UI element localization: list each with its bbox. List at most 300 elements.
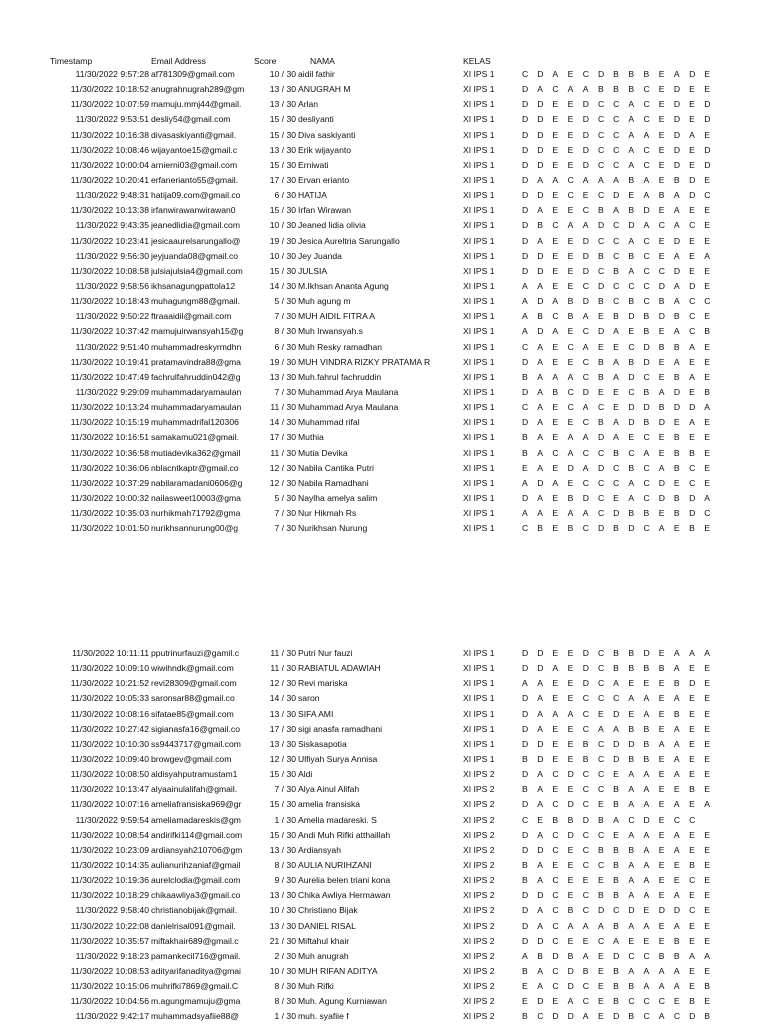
answer-letter: A	[522, 326, 528, 337]
answer-letter: C	[597, 477, 605, 488]
answer-letter: A	[643, 965, 650, 976]
answer-letter: E	[658, 829, 665, 840]
answer-letter: A	[689, 129, 695, 140]
answer-letter: C	[628, 814, 635, 825]
answer-letter: B	[704, 981, 710, 992]
answer-letter: C	[628, 996, 635, 1007]
answer-letter: A	[643, 174, 650, 185]
answer-letter: A	[643, 190, 650, 201]
answer-letter: A	[673, 326, 680, 337]
answer-letter: B	[689, 859, 695, 870]
timestamp-cell: 11/30/2022 10:23:41	[70, 235, 149, 246]
answer-letter: B	[643, 663, 650, 674]
answer-letter: B	[643, 326, 650, 337]
answer-letter: A	[704, 950, 710, 961]
answer-letter: B	[613, 523, 619, 534]
answer-letter: B	[597, 205, 604, 216]
answer-letter: C	[613, 99, 620, 110]
table-row	[0, 903, 768, 918]
answer-letter: A	[537, 799, 543, 810]
answer-letter: E	[613, 386, 619, 397]
timestamp-cell: 11/30/2022 9:56:30	[75, 250, 149, 261]
answer-letter: E	[658, 814, 665, 825]
answer-letter: C	[552, 920, 559, 931]
answer-letter: A	[613, 356, 619, 367]
answer-letter: A	[673, 648, 680, 658]
answer-letter: E	[673, 996, 680, 1007]
answer-letter: D	[597, 69, 605, 79]
answer-letter: D	[673, 265, 681, 276]
answer-letter: A	[643, 220, 650, 231]
email-cell: samakamu021@gmail.	[151, 432, 240, 443]
answer-letter: E	[673, 523, 680, 534]
answers-cell	[522, 813, 722, 828]
answer-letter: D	[628, 905, 635, 916]
answer-letter: E	[689, 799, 695, 810]
answer-letter: A	[658, 965, 665, 976]
answer-letter: C	[704, 190, 711, 201]
name-cell: Naylha amelya salim	[298, 492, 378, 503]
answer-letter: D	[673, 99, 681, 110]
answer-letter: B	[643, 753, 650, 764]
answers-cell	[522, 97, 722, 112]
answer-letter: E	[704, 663, 710, 674]
answer-letter: D	[658, 477, 665, 488]
email-cell: nailasweet10003@gma	[151, 492, 241, 503]
answer-letter: D	[613, 753, 620, 764]
answer-letter: C	[643, 84, 650, 95]
answer-letter: E	[658, 844, 665, 855]
answer-letter: A	[673, 723, 680, 734]
answer-letter: E	[552, 432, 559, 443]
timestamp-cell: 11/30/2022 10:47:49	[70, 371, 149, 382]
answer-letter: B	[658, 402, 665, 413]
answer-letter: C	[689, 814, 696, 825]
answer-letter: B	[613, 920, 619, 931]
answer-letter: A	[582, 920, 589, 931]
answer-letter: E	[704, 174, 710, 185]
answer-letter: E	[658, 784, 665, 795]
email-cell: jeanedlidia@gmail.com	[151, 220, 240, 231]
answer-letter: E	[643, 905, 650, 916]
table-row	[0, 430, 768, 445]
class-cell: XI IPS 1	[463, 678, 495, 689]
name-cell: Andi Muh Rifki atthaillah	[298, 829, 391, 840]
answer-letter: A	[567, 432, 574, 443]
answer-letter: A	[643, 890, 650, 901]
table-block-1	[0, 67, 768, 536]
answer-letter: C	[582, 890, 589, 901]
answer-letter: C	[643, 523, 650, 534]
answer-letter: A	[689, 950, 695, 961]
name-cell: muh. syafiie f	[298, 1011, 349, 1022]
answer-letter: B	[537, 950, 543, 961]
answer-letter: C	[552, 447, 559, 458]
score-cell: 10 / 30	[269, 965, 296, 976]
answer-letter: C	[522, 814, 529, 825]
answer-letter: D	[567, 462, 574, 473]
answer-letter: A	[552, 296, 559, 307]
table-row	[0, 661, 768, 676]
answer-letter: E	[628, 708, 635, 719]
answer-letter: B	[628, 356, 635, 367]
answer-letter: C	[689, 296, 696, 307]
answer-letter: B	[643, 417, 650, 428]
answer-letter: A	[628, 829, 635, 840]
answer-letter: A	[673, 829, 680, 840]
score-cell: 13 / 30	[269, 890, 296, 901]
answer-letter: B	[597, 250, 604, 261]
answer-letter: C	[613, 693, 620, 704]
answer-letter: A	[643, 693, 650, 704]
answer-letter: A	[628, 492, 635, 503]
answer-letter: B	[613, 844, 619, 855]
answer-letter: D	[689, 280, 696, 291]
name-cell: Aurelia belen triani kona	[298, 875, 391, 886]
answer-letter: E	[689, 753, 695, 764]
answer-letter: D	[522, 935, 529, 946]
answer-letter: A	[673, 769, 680, 780]
answer-letter: B	[567, 950, 574, 961]
answer-letter: C	[552, 220, 559, 231]
table-row	[0, 218, 768, 233]
answer-letter: A	[673, 205, 680, 216]
answer-letter: C	[597, 648, 605, 658]
answer-letter: D	[582, 114, 589, 125]
answer-letter: A	[537, 205, 543, 216]
class-cell: XI IPS 1	[463, 753, 495, 764]
answer-letter: B	[613, 663, 619, 674]
answer-letter: E	[658, 723, 665, 734]
answer-letter: A	[613, 678, 619, 689]
answer-letter: E	[689, 386, 695, 397]
score-cell: 10 / 30	[269, 220, 296, 231]
answer-letter: A	[673, 693, 680, 704]
email-cell: muhammadsyafiie88@	[151, 1011, 240, 1022]
answer-letter: C	[582, 799, 589, 810]
answer-letter: C	[567, 190, 574, 201]
timestamp-cell: 11/30/2022 10:07:16	[70, 799, 149, 810]
table-row	[0, 67, 768, 82]
name-cell: Muhammad Arya Maulana	[298, 402, 399, 413]
answer-letter: C	[552, 829, 559, 840]
answer-letter: C	[643, 1011, 650, 1022]
answer-letter: A	[658, 462, 665, 473]
answer-letter: D	[522, 386, 529, 397]
answer-letter: A	[522, 477, 528, 488]
answer-letter: D	[628, 311, 635, 322]
answer-letter: C	[582, 723, 589, 734]
email-cell: aulianurihzaniaf@gmail	[151, 859, 241, 870]
email-cell: ameliamadareskis@gm	[151, 814, 241, 825]
answer-letter: B	[628, 205, 635, 216]
answer-letter: C	[552, 981, 559, 992]
answer-letter: C	[597, 492, 605, 503]
answer-letter: E	[597, 1011, 604, 1022]
answer-letter: E	[658, 114, 665, 125]
table-row	[0, 82, 768, 97]
answer-letter: B	[673, 492, 680, 503]
answer-letter: D	[582, 678, 589, 689]
answer-letter: D	[582, 492, 589, 503]
answer-letter: C	[597, 235, 605, 246]
answer-letter: B	[628, 250, 635, 261]
answer-letter: D	[673, 159, 681, 170]
answer-letter: E	[704, 432, 710, 443]
answer-letter: D	[582, 648, 589, 658]
answer-letter: E	[643, 678, 650, 689]
answer-letter: B	[628, 844, 635, 855]
answer-letter: B	[704, 386, 710, 397]
answer-letter: E	[689, 890, 695, 901]
answer-letter: A	[689, 648, 695, 658]
class-cell: XI IPS 1	[463, 326, 495, 337]
answer-letter: E	[704, 523, 710, 534]
answer-letter: A	[552, 69, 559, 79]
name-cell: Muh Irwansyah.s	[298, 326, 363, 337]
class-cell: XI IPS 2	[463, 950, 495, 961]
answer-letter: C	[613, 250, 620, 261]
answer-letter: A	[582, 402, 589, 413]
score-cell: 6 / 30	[274, 341, 296, 352]
answer-letter: C	[582, 859, 589, 870]
answer-letter: A	[643, 799, 650, 810]
score-cell: 6 / 30	[274, 190, 296, 201]
answer-letter: B	[597, 417, 604, 428]
answer-letter: E	[658, 769, 665, 780]
answer-letter: D	[537, 648, 544, 658]
answer-letter: E	[704, 462, 710, 473]
table-row	[0, 737, 768, 752]
timestamp-cell: 11/30/2022 10:15:19	[70, 417, 149, 428]
answer-letter: D	[522, 84, 529, 95]
answer-letter: D	[643, 648, 650, 658]
answer-letter: C	[597, 678, 605, 689]
answer-letter: C	[552, 844, 559, 855]
table-row	[0, 1009, 768, 1024]
answer-letter: E	[689, 356, 695, 367]
answer-letter: E	[673, 477, 680, 488]
name-cell: Amelia madareski. S	[298, 814, 377, 825]
timestamp-cell: 11/30/2022 10:08:46	[70, 144, 149, 155]
name-cell: AULIA NURIHZANI	[298, 859, 372, 870]
answer-letter: C	[613, 462, 620, 473]
table-row	[0, 400, 768, 415]
class-cell: XI IPS 2	[463, 890, 495, 901]
answer-letter: A	[552, 174, 559, 185]
answer-letter: D	[643, 341, 650, 352]
score-cell: 19 / 30	[269, 235, 296, 246]
timestamp-cell: 11/30/2022 10:36:06	[70, 462, 149, 473]
answer-letter: D	[522, 492, 529, 503]
timestamp-cell: 11/30/2022 10:15:06	[70, 981, 149, 992]
answer-letter: E	[552, 417, 559, 428]
answer-letter: E	[658, 99, 665, 110]
class-cell: XI IPS 1	[463, 447, 495, 458]
class-cell: XI IPS 1	[463, 235, 495, 246]
answer-letter: B	[522, 432, 528, 443]
answer-letter: E	[704, 678, 710, 689]
answer-letter: D	[689, 678, 696, 689]
answer-letter: A	[522, 508, 528, 519]
answer-letter: A	[628, 920, 635, 931]
answer-letter: D	[582, 235, 589, 246]
answer-letter: A	[628, 784, 635, 795]
answer-letter: A	[552, 477, 559, 488]
answer-letter: C	[582, 447, 589, 458]
class-cell: XI IPS 1	[463, 402, 495, 413]
answer-letter: A	[658, 738, 665, 749]
answers-cell	[522, 340, 722, 355]
answer-letter: D	[537, 890, 544, 901]
answer-letter: B	[522, 1011, 528, 1022]
answer-letter: E	[704, 69, 710, 79]
answer-letter: C	[597, 99, 605, 110]
answers-cell	[522, 415, 722, 430]
answer-letter: D	[628, 523, 635, 534]
answer-letter: E	[658, 799, 665, 810]
answers-cell	[522, 797, 722, 812]
timestamp-cell: 11/30/2022 10:08:50	[70, 769, 149, 780]
class-cell: XI IPS 1	[463, 174, 495, 185]
timestamp-cell: 11/30/2022 10:01:50	[70, 523, 149, 534]
email-cell: ss9443717@gmail.com	[151, 738, 241, 749]
answer-letter: D	[537, 477, 544, 488]
answer-letter: E	[582, 935, 589, 946]
answers-cell	[522, 203, 722, 218]
answer-letter: C	[613, 159, 620, 170]
answer-letter: C	[552, 799, 559, 810]
answer-letter: A	[567, 708, 574, 719]
answer-letter: B	[673, 311, 680, 322]
answer-letter: E	[582, 875, 589, 886]
timestamp-cell: 11/30/2022 9:48:31	[75, 190, 149, 201]
email-cell: browgev@gmail.com	[151, 753, 232, 764]
answer-letter: B	[613, 875, 619, 886]
answers-cell	[522, 385, 722, 400]
answer-letter: D	[582, 129, 589, 140]
answer-letter: A	[613, 205, 619, 216]
class-cell: XI IPS 1	[463, 265, 495, 276]
email-cell: nabilaramadani0606@g	[151, 477, 243, 488]
name-cell: saron	[298, 693, 320, 704]
answer-letter: E	[567, 129, 574, 140]
answer-letter: D	[537, 935, 544, 946]
email-cell: ameliafransiska969@gr	[151, 799, 242, 810]
answer-letter: E	[704, 784, 710, 795]
answer-letter: D	[522, 129, 529, 140]
answer-letter: E	[689, 250, 695, 261]
answer-letter: C	[597, 738, 605, 749]
answer-letter: C	[582, 417, 589, 428]
answer-letter: C	[704, 508, 711, 519]
answers-cell	[522, 294, 722, 309]
answer-letter: E	[567, 205, 574, 216]
table-row	[0, 767, 768, 782]
answer-letter: C	[643, 280, 650, 291]
answer-letter: D	[658, 492, 665, 503]
class-cell: XI IPS 1	[463, 371, 495, 382]
answer-letter: B	[673, 341, 680, 352]
answer-letter: D	[552, 950, 559, 961]
class-cell: XI IPS 2	[463, 844, 495, 855]
answer-letter: E	[567, 99, 574, 110]
answer-letter: A	[567, 220, 574, 231]
answer-letter: C	[613, 220, 620, 231]
answer-letter: E	[689, 965, 695, 976]
answer-letter: A	[613, 326, 619, 337]
answers-cell	[522, 324, 722, 339]
answer-letter: D	[689, 174, 696, 185]
table-block-2	[0, 646, 768, 1025]
email-cell: ftraaaidil@gmail.com	[151, 311, 232, 322]
answer-letter: A	[567, 84, 574, 95]
answer-letter: C	[643, 265, 650, 276]
email-cell: adityarifanaditya@gmai	[151, 965, 241, 976]
answer-letter: A	[658, 386, 665, 397]
name-cell: desliyanti	[298, 114, 334, 125]
answer-letter: C	[567, 174, 574, 185]
class-cell: XI IPS 1	[463, 296, 495, 307]
answer-letter: E	[567, 648, 574, 658]
answer-letter: A	[522, 296, 528, 307]
answer-letter: D	[522, 356, 529, 367]
class-cell: XI IPS 1	[463, 492, 495, 503]
name-cell: sigi anasfa ramadhani	[298, 723, 383, 734]
answer-letter: E	[658, 356, 665, 367]
name-cell: Muthia	[298, 432, 324, 443]
answer-letter: A	[613, 432, 619, 443]
answer-letter: E	[673, 784, 680, 795]
answer-letter: E	[567, 784, 574, 795]
answer-letter: C	[582, 356, 589, 367]
answer-letter: A	[628, 477, 635, 488]
answer-letter: B	[628, 648, 635, 658]
answer-letter: B	[597, 371, 604, 382]
answer-letter: A	[628, 235, 635, 246]
answer-letter: B	[522, 753, 528, 764]
answer-letter: A	[537, 859, 543, 870]
answer-letter: E	[704, 738, 710, 749]
email-cell: mamujuirwansyah15@g	[151, 326, 244, 337]
email-cell: aldisyahputramustam1	[151, 769, 238, 780]
answer-letter: C	[597, 144, 605, 155]
answer-letter: E	[658, 648, 665, 658]
answer-letter: B	[704, 326, 710, 337]
class-cell: XI IPS 1	[463, 220, 495, 231]
answer-letter: E	[704, 905, 710, 916]
answer-letter: B	[522, 875, 528, 886]
answers-cell	[522, 994, 722, 1009]
answer-letter: B	[567, 311, 574, 322]
answer-letter: A	[673, 356, 680, 367]
answer-letter: D	[582, 144, 589, 155]
answer-letter: E	[704, 829, 710, 840]
answer-letter: E	[704, 693, 710, 704]
answer-letter: E	[689, 723, 695, 734]
name-cell: Ulfiyah Surya Annisa	[298, 753, 378, 764]
answer-letter: B	[597, 814, 604, 825]
answer-letter: C	[567, 402, 574, 413]
table-row	[0, 919, 768, 934]
answer-letter: B	[613, 69, 619, 79]
answer-letter: E	[552, 114, 559, 125]
answer-letter: E	[704, 220, 710, 231]
answer-letter: B	[658, 296, 665, 307]
answer-letter: E	[552, 265, 559, 276]
answer-letter: D	[673, 402, 681, 413]
answer-letter: E	[552, 235, 559, 246]
